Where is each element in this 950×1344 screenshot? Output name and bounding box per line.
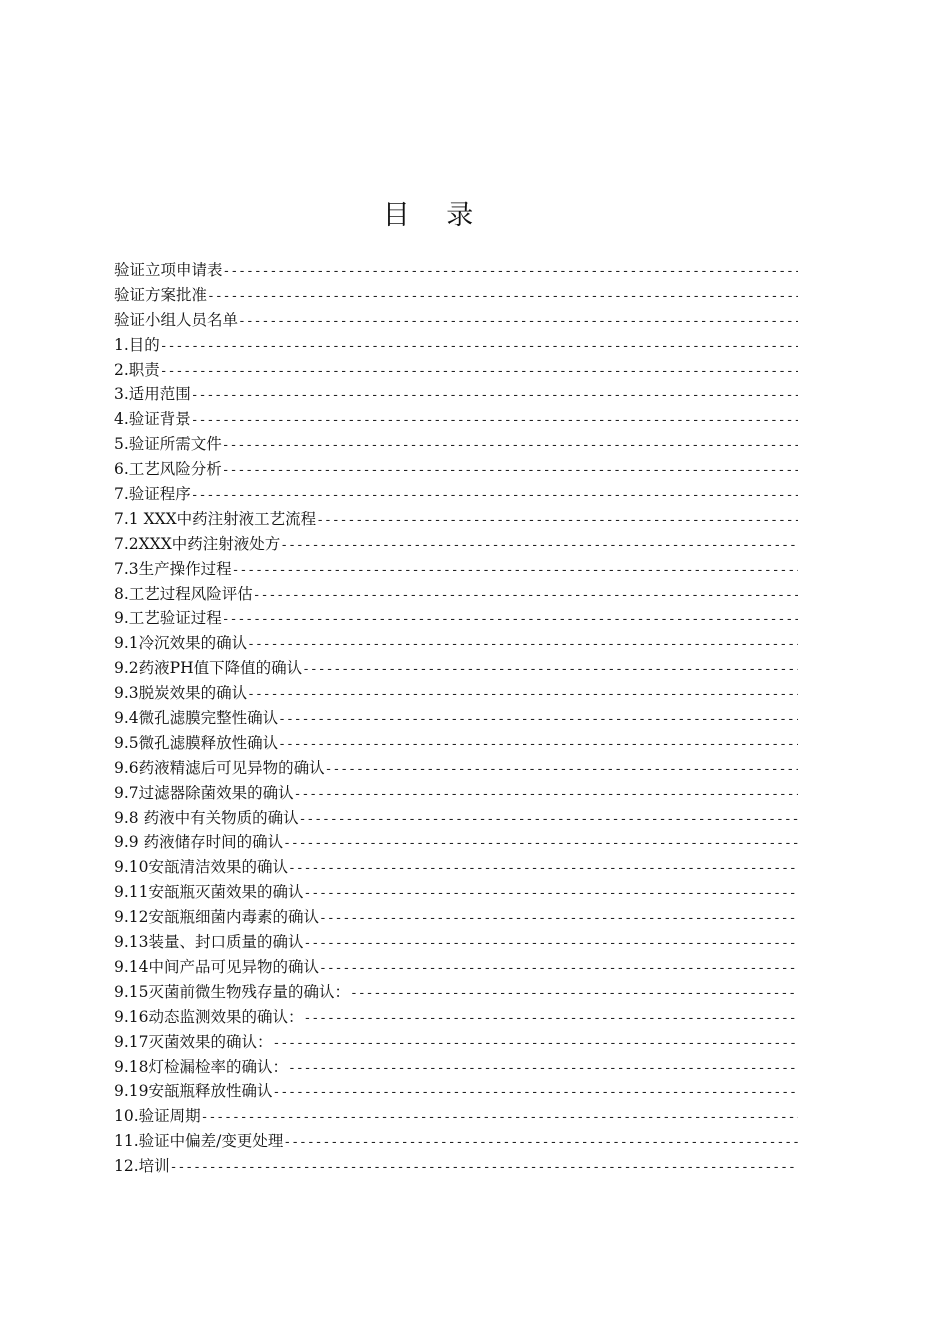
toc-entry[interactable] xyxy=(114,1055,798,1080)
page-title: 目 录 xyxy=(382,200,488,231)
toc-entry-label: 10.验证周期 xyxy=(114,1107,201,1126)
toc-entry-label: 11.验证中偏差/变更处理 xyxy=(114,1132,284,1151)
toc-entry-label: 5.验证所需文件 xyxy=(114,435,222,454)
table-of-contents xyxy=(114,258,798,1179)
toc-entry-label: 9.11安瓿瓶灭菌效果的确认 xyxy=(114,883,304,902)
toc-entry[interactable] xyxy=(114,283,798,308)
toc-leader-dashes xyxy=(278,708,798,731)
toc-entry-label: 1.目的 xyxy=(114,335,160,354)
toc-leader-dashes xyxy=(283,832,798,855)
toc-leader-dashes xyxy=(325,758,798,781)
toc-entry[interactable] xyxy=(114,955,798,980)
toc-entry[interactable] xyxy=(114,631,798,656)
toc-leader-dashes xyxy=(170,1156,798,1179)
toc-entry[interactable] xyxy=(114,1104,798,1129)
toc-entry[interactable] xyxy=(114,382,798,407)
toc-leader-dashes xyxy=(273,1032,798,1055)
toc-entry[interactable] xyxy=(114,930,798,955)
toc-leader-dashes xyxy=(288,1057,798,1080)
toc-entry[interactable] xyxy=(114,1079,798,1104)
toc-leader-dashes xyxy=(273,1081,798,1104)
toc-entry[interactable] xyxy=(114,905,798,930)
toc-entry[interactable] xyxy=(114,407,798,432)
toc-leader-dashes xyxy=(201,1106,798,1129)
toc-entry-label: 验证小组人员名单 xyxy=(114,310,239,329)
toc-entry[interactable] xyxy=(114,731,798,756)
toc-leader-dashes xyxy=(160,360,798,383)
toc-entry-label: 9.18灯检漏检率的确认： xyxy=(114,1057,289,1076)
toc-leader-dashes xyxy=(319,957,798,980)
toc-entry[interactable] xyxy=(114,532,798,557)
toc-leader-dashes xyxy=(191,384,798,407)
toc-entry[interactable] xyxy=(114,557,798,582)
toc-leader-dashes xyxy=(350,982,798,1005)
toc-entry[interactable] xyxy=(114,507,798,532)
toc-entry[interactable] xyxy=(114,308,798,333)
toc-entry[interactable] xyxy=(114,358,798,383)
toc-entry-label: 7.2XXX中药注射液处方 xyxy=(114,534,281,553)
toc-leader-dashes xyxy=(247,683,798,706)
toc-entry[interactable] xyxy=(114,457,798,482)
toc-leader-dashes xyxy=(283,1131,798,1154)
toc-entry[interactable] xyxy=(114,582,798,607)
toc-leader-dashes xyxy=(191,484,798,507)
toc-leader-dashes xyxy=(191,409,798,432)
toc-leader-dashes xyxy=(232,559,798,582)
toc-entry[interactable] xyxy=(114,880,798,905)
toc-leader-dashes xyxy=(222,608,798,631)
toc-entry-label: 9.12安瓿瓶细菌内毒素的确认 xyxy=(114,908,320,927)
toc-entry-label: 验证方案批准 xyxy=(114,285,208,304)
toc-leader-dashes xyxy=(207,285,798,308)
toc-entry[interactable] xyxy=(114,482,798,507)
toc-leader-dashes xyxy=(304,882,798,905)
toc-entry-label: 9.1冷沉效果的确认 xyxy=(114,634,248,653)
toc-entry-label: 验证立项申请表 xyxy=(114,261,223,279)
toc-entry[interactable] xyxy=(114,656,798,681)
toc-entry[interactable] xyxy=(114,830,798,855)
toc-leader-dashes xyxy=(280,534,798,557)
toc-leader-dashes xyxy=(253,584,798,607)
toc-entry-label: 9.4微孔滤膜完整性确认 xyxy=(114,709,279,728)
toc-entry-label: 9.5微孔滤膜释放性确认 xyxy=(114,733,279,752)
toc-entry-label: 9.14中间产品可见异物的确认 xyxy=(114,957,320,976)
toc-entry[interactable] xyxy=(114,1154,798,1179)
toc-entry-label: 7.1 XXX中药注射液工艺流程 xyxy=(114,509,317,528)
toc-leader-dashes xyxy=(316,509,798,532)
toc-entry[interactable] xyxy=(114,681,798,706)
toc-entry-label: 9.13装量、封口质量的确认 xyxy=(114,933,304,952)
toc-entry-label: 9.8 药液中有关物质的确认 xyxy=(114,808,299,827)
toc-entry[interactable] xyxy=(114,781,798,806)
toc-leader-dashes xyxy=(247,633,798,656)
toc-entry-label: 9.15灭菌前微生物残存量的确认： xyxy=(114,982,351,1001)
toc-entry[interactable] xyxy=(114,1030,798,1055)
toc-leader-dashes xyxy=(299,808,798,831)
toc-entry[interactable] xyxy=(114,855,798,880)
toc-entry[interactable] xyxy=(114,1129,798,1154)
toc-entry-label: 9.6药液精滤后可见异物的确认 xyxy=(114,758,325,777)
toc-entry-label: 9.19安瓿瓶释放性确认 xyxy=(114,1082,273,1101)
toc-entry-label: 9.16动态监测效果的确认： xyxy=(114,1007,304,1026)
toc-entry[interactable] xyxy=(114,756,798,781)
toc-entry-label: 9.17灭菌效果的确认： xyxy=(114,1032,273,1051)
toc-leader-dashes xyxy=(160,335,798,358)
toc-leader-dashes xyxy=(288,857,798,880)
toc-leader-dashes xyxy=(223,260,798,283)
toc-entry-label: 3.适用范围 xyxy=(114,385,191,404)
toc-leader-dashes xyxy=(302,658,798,681)
toc-entry-label: 2.职责 xyxy=(114,360,160,379)
toc-entry[interactable] xyxy=(114,258,798,283)
toc-entry[interactable] xyxy=(114,806,798,831)
toc-entry-label: 7.验证程序 xyxy=(114,485,191,504)
toc-entry-label: 7.3生产操作过程 xyxy=(114,559,232,578)
toc-leader-dashes xyxy=(278,733,798,756)
toc-entry-label: 9.10安瓿清洁效果的确认 xyxy=(114,858,289,877)
toc-leader-dashes xyxy=(304,1007,798,1030)
toc-entry-label: 8.工艺过程风险评估 xyxy=(114,584,253,603)
toc-entry-label: 9.7过滤器除菌效果的确认 xyxy=(114,783,294,802)
toc-leader-dashes xyxy=(294,783,798,806)
toc-entry[interactable] xyxy=(114,333,798,358)
toc-leader-dashes xyxy=(222,459,798,482)
toc-entry[interactable] xyxy=(114,432,798,457)
toc-entry[interactable] xyxy=(114,1005,798,1030)
toc-entry-label: 6.工艺风险分析 xyxy=(114,460,222,479)
toc-leader-dashes xyxy=(238,310,798,333)
toc-entry-label: 9.2药液PH值下降值的确认 xyxy=(114,659,303,678)
toc-leader-dashes xyxy=(304,932,798,955)
toc-entry[interactable] xyxy=(114,980,798,1005)
toc-entry-label: 12.培训 xyxy=(114,1157,170,1176)
toc-entry[interactable] xyxy=(114,606,798,631)
toc-entry-label: 9.工艺验证过程 xyxy=(114,609,222,628)
toc-entry[interactable] xyxy=(114,706,798,731)
toc-leader-dashes xyxy=(319,907,798,930)
toc-entry-label: 9.9 药液储存时间的确认 xyxy=(114,833,284,852)
toc-entry-label: 9.3脱炭效果的确认 xyxy=(114,684,248,703)
toc-entry-label: 4.验证背景 xyxy=(114,410,191,429)
toc-leader-dashes xyxy=(222,434,798,457)
